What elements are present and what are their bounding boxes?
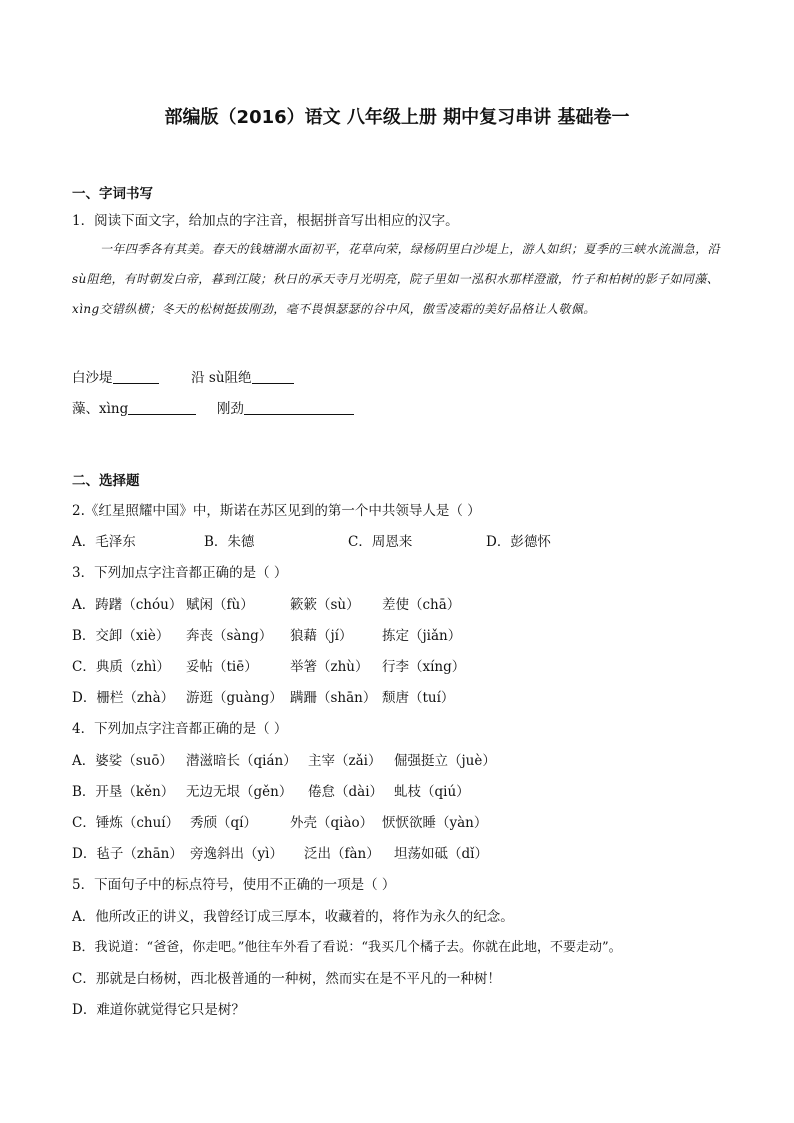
q4-b-item-4: 虬枝（qiú） bbox=[394, 784, 470, 800]
q4-b-item-1: B．开垦（kěn） bbox=[72, 784, 175, 800]
q3-c-item-2: 妥帖（tiē） bbox=[186, 659, 258, 675]
q3-d-item-3: 蹒跚（shān） bbox=[290, 690, 377, 706]
q3-d-item-2: 游逛（guàng） bbox=[186, 690, 283, 706]
q4-a-item-2: 潜滋暗长（qián） bbox=[186, 753, 297, 769]
q1-passage: 一年四季各有其美。春天的钱塘湖水面初平，花草向荣，绿杨阴里白沙堤上，游人如织；夏季的三峡水流湍急，沿sù阻绝，有时朝发白帝，暮到江陵；秋日的承天寺月光明亮，院子里如一泓积水那样澄澈，竹子和柏树的影子如同藻、xìng交错纵横；冬天的松树挺拔刚劲，毫不畏惧瑟瑟的谷中风，傲雪凌霜的美好品格让人敬佩。 bbox=[72, 242, 721, 316]
q3-stem: 3．下列加点字注音都正确的是（ ） bbox=[72, 565, 288, 581]
blank-label-baishadi: 白沙堤 bbox=[72, 370, 113, 386]
answer-blank bbox=[113, 369, 159, 384]
q3-a-item-1: A．踌躇（chóu） bbox=[72, 597, 183, 613]
q4-a-item-3: 主宰（zǎi） bbox=[308, 753, 382, 769]
q5-option-d: D．难道你就觉得它只是树？ bbox=[72, 1002, 245, 1018]
q4-c-item-3: 外壳（qiào） bbox=[290, 815, 374, 831]
q4-d-item-3: 泛出（fàn） bbox=[304, 846, 380, 862]
section-heading-1: 一、字词书写 bbox=[72, 186, 153, 202]
q5-option-c: C．那就是白杨树，西北极普通的一种树，然而实在是不平凡的一种树！ bbox=[72, 971, 501, 987]
q4-d-item-4: 坦荡如砥（dǐ） bbox=[394, 846, 488, 862]
q5-option-b: B．我说道：“爸爸，你走吧。”他往车外看了看说：“我买几个橘子去。你就在此地，不要走动”。 bbox=[72, 940, 622, 955]
q3-a-item-2: 赋闲（fù） bbox=[186, 597, 254, 613]
q4-c-item-4: 恹恹欲睡（yàn） bbox=[382, 815, 488, 831]
q2-option-a: A．毛泽东 bbox=[72, 534, 136, 550]
q4-c-item-1: C．锤炼（chuí） bbox=[72, 815, 180, 831]
q3-a-item-3: 簌簌（sù） bbox=[290, 597, 360, 613]
q3-d-item-4: 颓唐（tuí） bbox=[382, 690, 455, 706]
q3-b-item-2: 奔丧（sàng） bbox=[186, 628, 273, 644]
page-title: 部编版（2016）语文 八年级上册 期中复习串讲 基础卷一 bbox=[164, 107, 630, 128]
blank-label-gangjin: 刚劲 bbox=[216, 401, 244, 417]
q4-b-item-3: 倦怠（dài） bbox=[308, 784, 384, 800]
q2-stem: 2.《红星照耀中国》中，斯诺在苏区见到的第一个中共领导人是（ ） bbox=[72, 503, 481, 519]
q3-b-item-3: 狼藉（jí） bbox=[290, 628, 353, 644]
q5-stem: 5．下面句子中的标点符号，使用不正确的一项是（ ） bbox=[72, 877, 396, 893]
q3-d-item-1: D．栅栏（zhà） bbox=[72, 690, 175, 706]
q4-stem: 4．下列加点字注音都正确的是（ ） bbox=[72, 721, 288, 737]
q3-a-item-4: 差使（chā） bbox=[382, 597, 461, 613]
q2-option-c: C．周恩来 bbox=[348, 534, 413, 550]
blank-label-zaoxing: 藻、xìng bbox=[72, 401, 129, 417]
answer-blank bbox=[244, 400, 354, 415]
q3-b-item-4: 拣定（jiǎn） bbox=[382, 628, 462, 644]
section-heading-2: 二、选择题 bbox=[72, 473, 140, 489]
q4-c-item-2: 秀颀（qí） bbox=[190, 815, 257, 831]
q4-d-item-2: 旁逸斜出（yì） bbox=[190, 846, 283, 862]
q3-c-item-4: 行李（xíng） bbox=[382, 659, 466, 675]
q2-option-d: D．彭德怀 bbox=[486, 534, 551, 550]
q4-a-item-1: A．婆娑（suō） bbox=[72, 753, 173, 769]
q3-b-item-1: B．交卸（xiè） bbox=[72, 628, 170, 644]
q1-blank-row-2 bbox=[72, 397, 354, 417]
q5-option-a: A．他所改正的讲义，我曾经订成三厚本，收藏着的，将作为永久的纪念。 bbox=[72, 909, 514, 925]
q4-a-item-4: 倔强挺立（juè） bbox=[394, 753, 496, 769]
q3-c-item-1: C．典质（zhì） bbox=[72, 659, 170, 675]
q1-stem: 1．阅读下面文字，给加点的字注音，根据拼音写出相应的汉字。 bbox=[72, 213, 459, 229]
q2-option-b: B．朱德 bbox=[204, 534, 255, 550]
q4-d-item-1: D．毡子（zhān） bbox=[72, 846, 183, 862]
q1-blank-row-1 bbox=[72, 366, 294, 386]
q4-b-item-2: 无边无垠（gěn） bbox=[186, 784, 293, 800]
answer-blank bbox=[128, 400, 196, 415]
q3-c-item-3: 举箸（zhù） bbox=[290, 659, 369, 675]
blank-label-yansu: 沿 sù阻绝 bbox=[191, 370, 252, 386]
answer-blank bbox=[252, 369, 294, 384]
